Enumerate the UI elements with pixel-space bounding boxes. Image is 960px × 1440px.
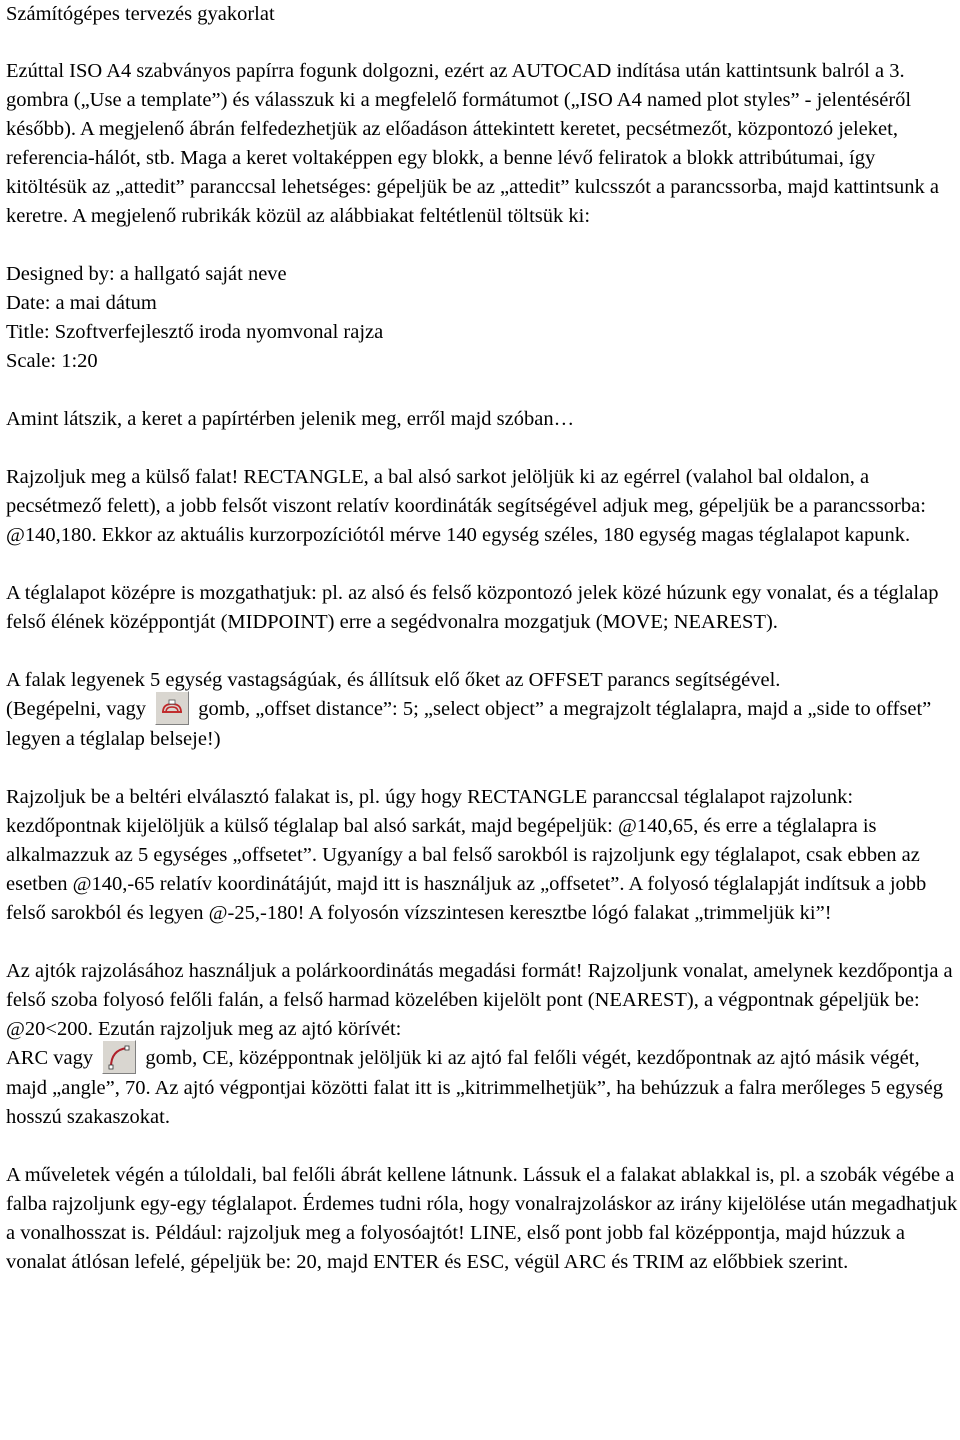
final-paragraph: A műveletek végén a túloldali, bal felőli ábrát kellene látnunk. Lássuk el a falakat ablakkal is, pl. a szobák végébe a falba rajzoljunk egy-egy téglalapot. Érdemes tudni róla, hogy vonalrajzoláskor az irány kijelölése után megadhatjuk a vonalhosszat is. Például: rajzoljuk meg a folyosóajtót! LINE, első pont jobb fal középpontja, majd húzzuk a vonalat átlósan lefelé, gépeljük be: 20, majd ENTER és ESC, végül ARC és TRIM az előbbiek szerint. bbox=[6, 1164, 958, 1273]
arc-icon-graphic bbox=[103, 1041, 135, 1073]
page-title: Számítógépes tervezés gyakorlat bbox=[6, 3, 275, 25]
document-page bbox=[6, 0, 958, 1277]
arc-icon bbox=[102, 1040, 136, 1074]
inner-walls-paragraph: Rajzoljuk be a beltéri elválasztó falakat is, pl. úgy hogy RECTANGLE paranccsal téglalapot rajzolunk: kezdőpontnak kijelöljük a külső téglalap bal alsó sarkát, majd begépeljük: @140,65, és erre a téglalapra is alkalmazzuk az 5 egységes „offsetet”. Ugyanígy a bal felső sarokból is rajzoljunk egy téglalapot, csak ebben az esetben @140,-65 relatív koordinátájút, majd itt is használjuk az „offsetet”. A folyosó téglalapját indítsuk a jobb felső sarokból és legyen @-25,-180! A folyosón vízszintesen keresztbe lógó falakat „trimmeljük ki”! bbox=[6, 786, 927, 924]
spec-title: Title: Szoftverfejlesztő iroda nyomvonal rajza bbox=[6, 321, 384, 343]
intro-paragraph: Ezúttal ISO A4 szabványos papírra fogunk dolgozni, ezért az AUTOCAD indítása után kattintsunk balról a 3. gombra („Use a template”) és válasszuk ki a megfelelő formátumot („ISO A4 named plot styles” - jelentéséről később). A megjelenő ábrán felfedezhetjük az előadáson áttekintett keretet, pecsétmezőt, központozó jeleket, referencia-hálót, stb. Maga a keret voltaképpen egy blokk, a benne lévő feliratok a blokk attribútumai, így kitöltésük az „attedit” paranccsal lehetséges: gépeljük be az „attedit” kulcsszót a parancssorba, majd kattintsunk a keretre. A megjelenő rubrikák közül az alábbiakat feltétlenül töltsük ki: bbox=[6, 60, 939, 227]
outer-wall-paragraph: Rajzoljuk meg a külső falat! RECTANGLE, a bal alsó sarkot jelöljük ki az egérrel (valahol bal oldalon, a pecsétmező felett), a jobb felsőt viszont relatív koordináták segítségével adjuk meg, gépeljük be a parancssorba: @140,180. Ekkor az aktuális kurzorpozíciótól mérve 140 egység széles, 180 egység magas téglalapot kapunk. bbox=[6, 466, 926, 546]
center-move-paragraph: A téglalapot középre is mozgathatjuk: pl. az alsó és felső központozó jelek közé húzunk egy vonalat, és a téglalap felső élének középpontját (MIDPOINT) erre a segédvonalra mozgatjuk (MOVE; NEAREST). bbox=[6, 582, 939, 633]
offset-after-icon: gomb, „offset distance”: 5; „select object” a megrajzolt téglalapra, majd a „side to offset” legyen a téglalap belseje!) bbox=[6, 698, 932, 750]
doors-after-icon: gomb, CE, középpontnak jelöljük ki az ajtó fal felőli végét, kezdőpontnak az ajtó másik végét, majd „angle”, 70. Az ajtó végpontjai közötti falat itt is „kitrimmelhetjük”, ha behúzzuk a falra merőleges 5 egység hosszú szakaszokat. bbox=[6, 1047, 943, 1128]
title-block-field-list bbox=[6, 260, 958, 376]
spec-designed-by: Designed by: a hallgató saját neve bbox=[6, 263, 287, 285]
doors-paragraph bbox=[6, 957, 958, 1132]
spec-date: Date: a mai dátum bbox=[6, 292, 157, 314]
offset-paragraph bbox=[6, 666, 958, 754]
paper-space-note: Amint látszik, a keret a papírtérben jelenik meg, erről majd szóban… bbox=[6, 408, 575, 430]
doors-before-icon: ARC vagy bbox=[6, 1047, 94, 1069]
offset-line-1: A falak legyenek 5 egység vastagságúak, és állítsuk elő őket az OFFSET parancs segítségével. bbox=[6, 669, 781, 691]
offset-icon bbox=[155, 691, 189, 725]
spec-scale: Scale: 1:20 bbox=[6, 350, 98, 372]
offset-before-icon: (Begépelni, vagy bbox=[6, 698, 147, 720]
doors-text: Az ajtók rajzolásához használjuk a polárkoordinátás megadási formát! Rajzoljunk vonalat, amelynek kezdőpontja a felső szoba folyosó felőli falán, a felső harmad közelében kijelölt pont (NEAREST), a végpontnak gépeljük be: @20<200. Ezután rajzoljuk meg az ajtó körívét: bbox=[6, 960, 953, 1040]
offset-icon-graphic bbox=[156, 692, 188, 724]
